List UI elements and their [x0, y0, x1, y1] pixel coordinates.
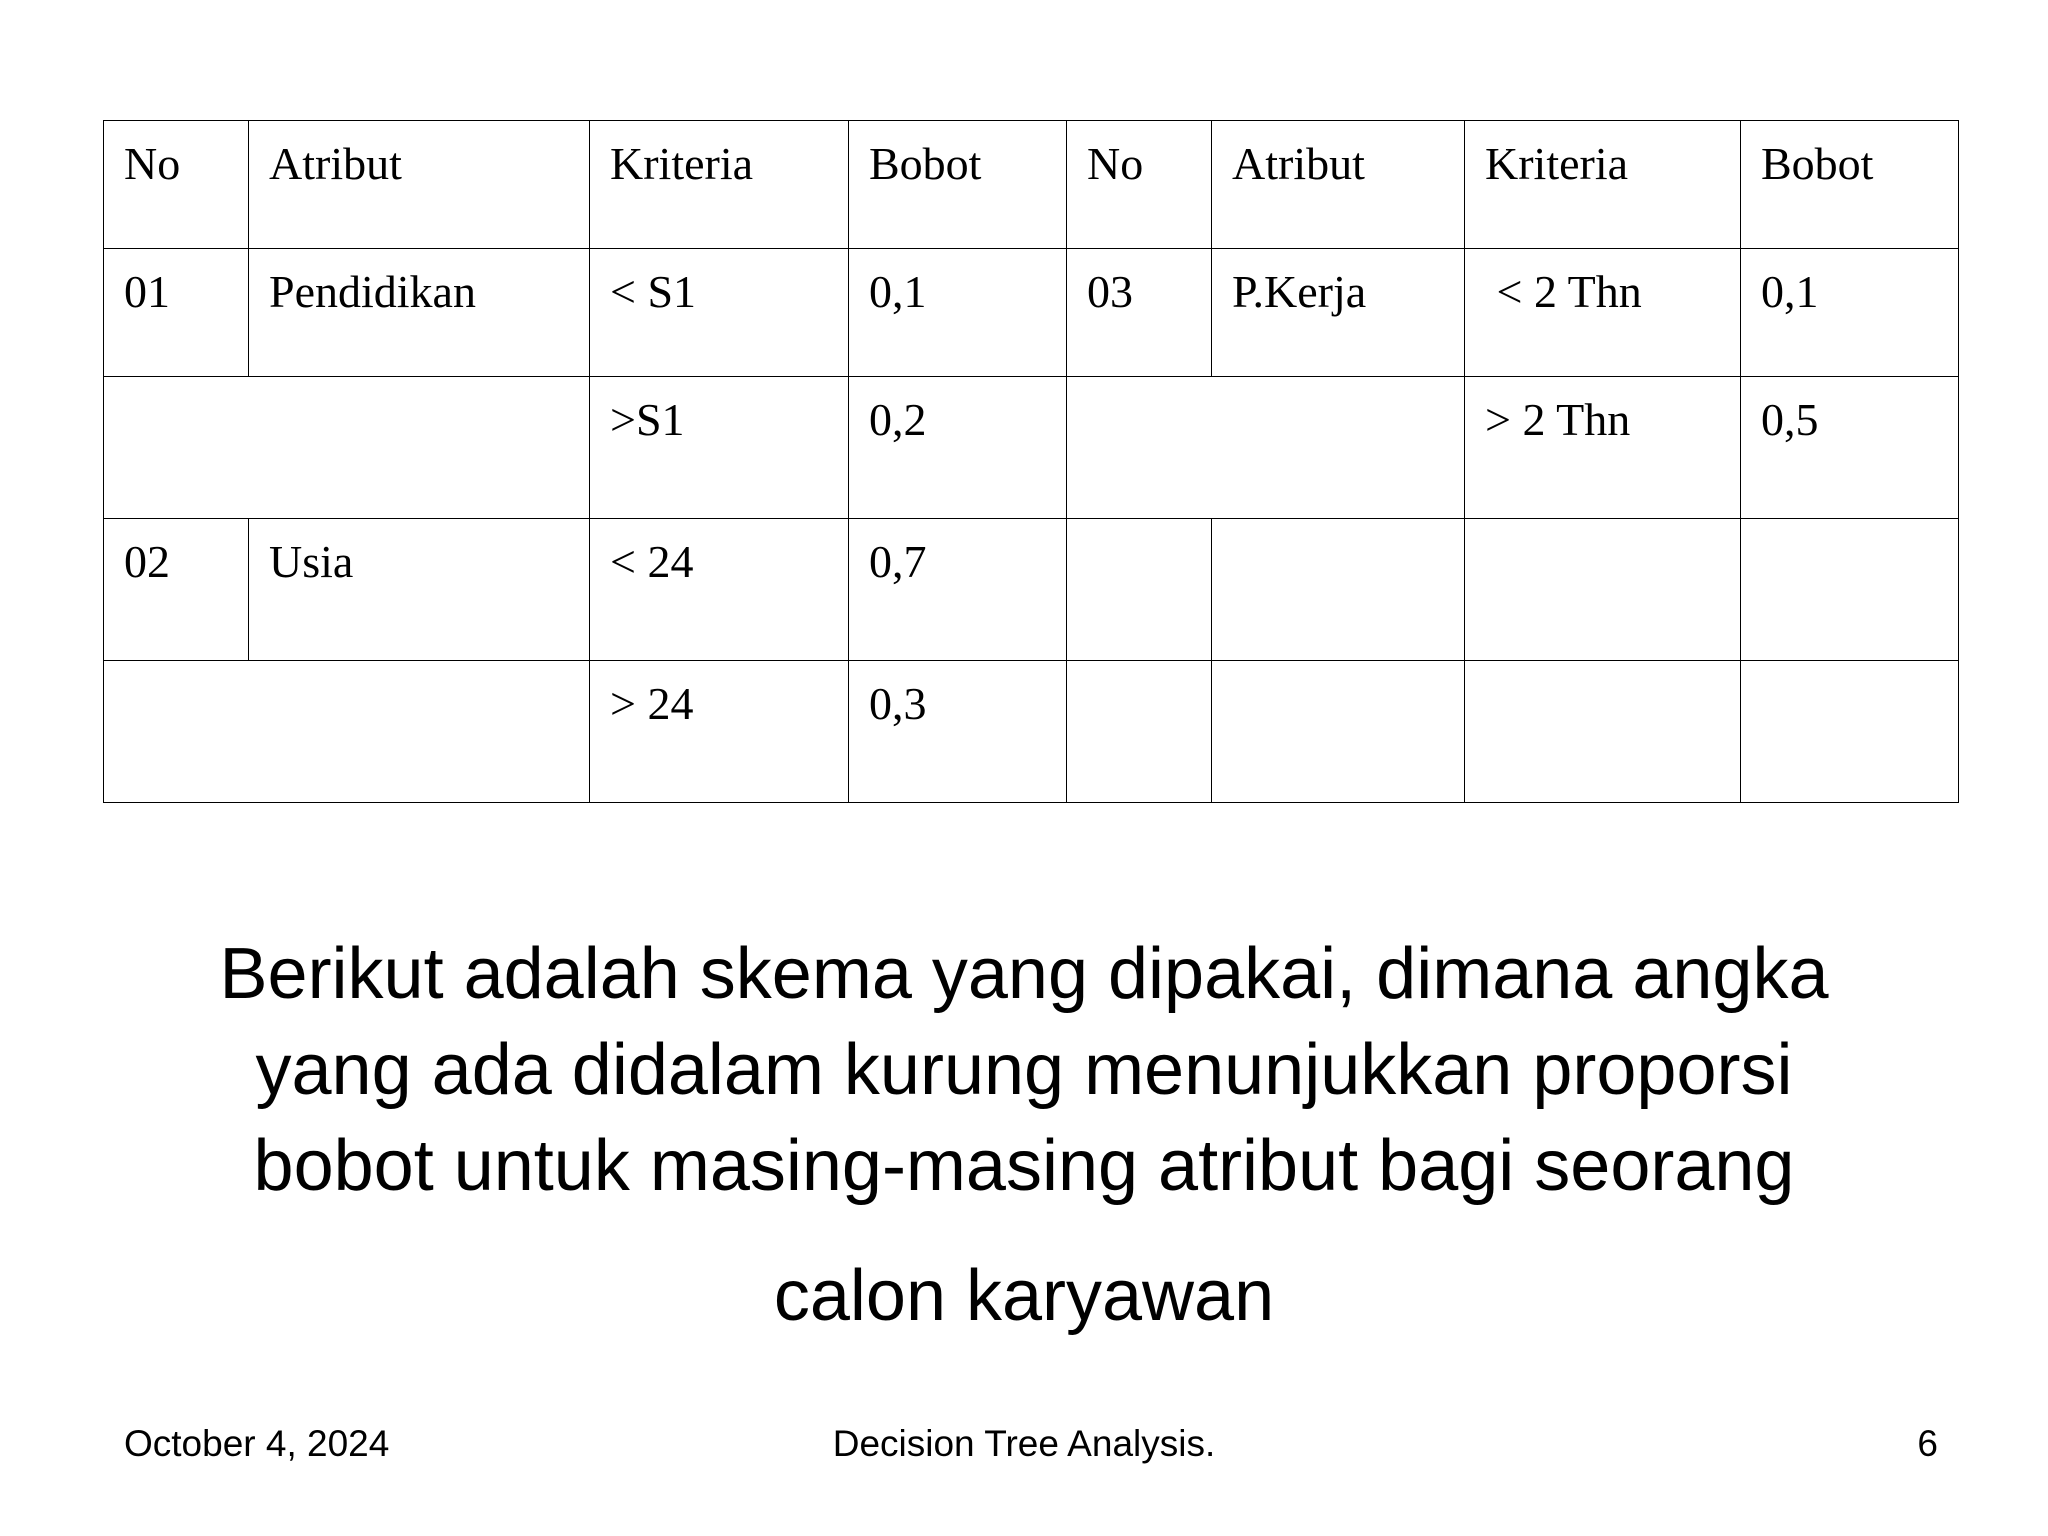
table-cell: Usia — [249, 519, 590, 661]
table-cell: 02 — [104, 519, 249, 661]
header-cell-kriteria: Kriteria — [1465, 121, 1741, 249]
table-cell: 0,1 — [1741, 249, 1959, 377]
table-cell: >S1 — [590, 377, 849, 519]
table-cell: P.Kerja — [1212, 249, 1465, 377]
slide-number: 6 — [1917, 1423, 1938, 1464]
table-cell — [1212, 661, 1465, 803]
slide-body-text — [60, 926, 1988, 1214]
table-cell — [1741, 661, 1959, 803]
table-cell — [1067, 661, 1212, 803]
table-cell — [1741, 519, 1959, 661]
table-cell: > 2 Thn — [1465, 377, 1741, 519]
header-cell-kriteria: Kriteria — [590, 121, 849, 249]
header-cell-no: No — [104, 121, 249, 249]
table-cell — [1465, 661, 1741, 803]
criteria-weight-table — [103, 120, 1959, 803]
table-cell: 0,5 — [1741, 377, 1959, 519]
table-cell-merged — [104, 377, 590, 519]
table-cell: < S1 — [590, 249, 849, 377]
header-cell-bobot: Bobot — [1741, 121, 1959, 249]
header-cell-atribut: Atribut — [249, 121, 590, 249]
body-line: Berikut adalah skema yang dipakai, dimana angka — [219, 934, 1829, 1014]
header-cell-no: No — [1067, 121, 1212, 249]
body-line: bobot untuk masing-masing atribut bagi seorang — [253, 1126, 1795, 1206]
table-row — [104, 377, 1959, 519]
table-cell: < 2 Thn — [1465, 249, 1741, 377]
body-line: yang ada didalam kurung menunjukkan proporsi — [255, 1030, 1793, 1110]
table-cell-merged — [1067, 377, 1465, 519]
slide-body-text-tail: calon karyawan — [773, 1256, 1275, 1336]
table-cell — [1067, 519, 1212, 661]
table-cell: Pendidikan — [249, 249, 590, 377]
header-cell-atribut: Atribut — [1212, 121, 1465, 249]
table-cell: 0,7 — [849, 519, 1067, 661]
footer-date: October 4, 2024 — [124, 1423, 390, 1464]
table-cell: < 24 — [590, 519, 849, 661]
table-row — [104, 249, 1959, 377]
table-cell-merged — [104, 661, 590, 803]
footer-title: Decision Tree Analysis. — [832, 1423, 1216, 1464]
table-cell — [1465, 519, 1741, 661]
table-row — [104, 519, 1959, 661]
table-cell: 0,1 — [849, 249, 1067, 377]
table-cell: 0,2 — [849, 377, 1067, 519]
table-header-row — [104, 121, 1959, 249]
table-cell: > 24 — [590, 661, 849, 803]
table-cell — [1212, 519, 1465, 661]
table-cell: 0,3 — [849, 661, 1067, 803]
table-cell: 03 — [1067, 249, 1212, 377]
table-row — [104, 661, 1959, 803]
header-cell-bobot: Bobot — [849, 121, 1067, 249]
table-cell: 01 — [104, 249, 249, 377]
